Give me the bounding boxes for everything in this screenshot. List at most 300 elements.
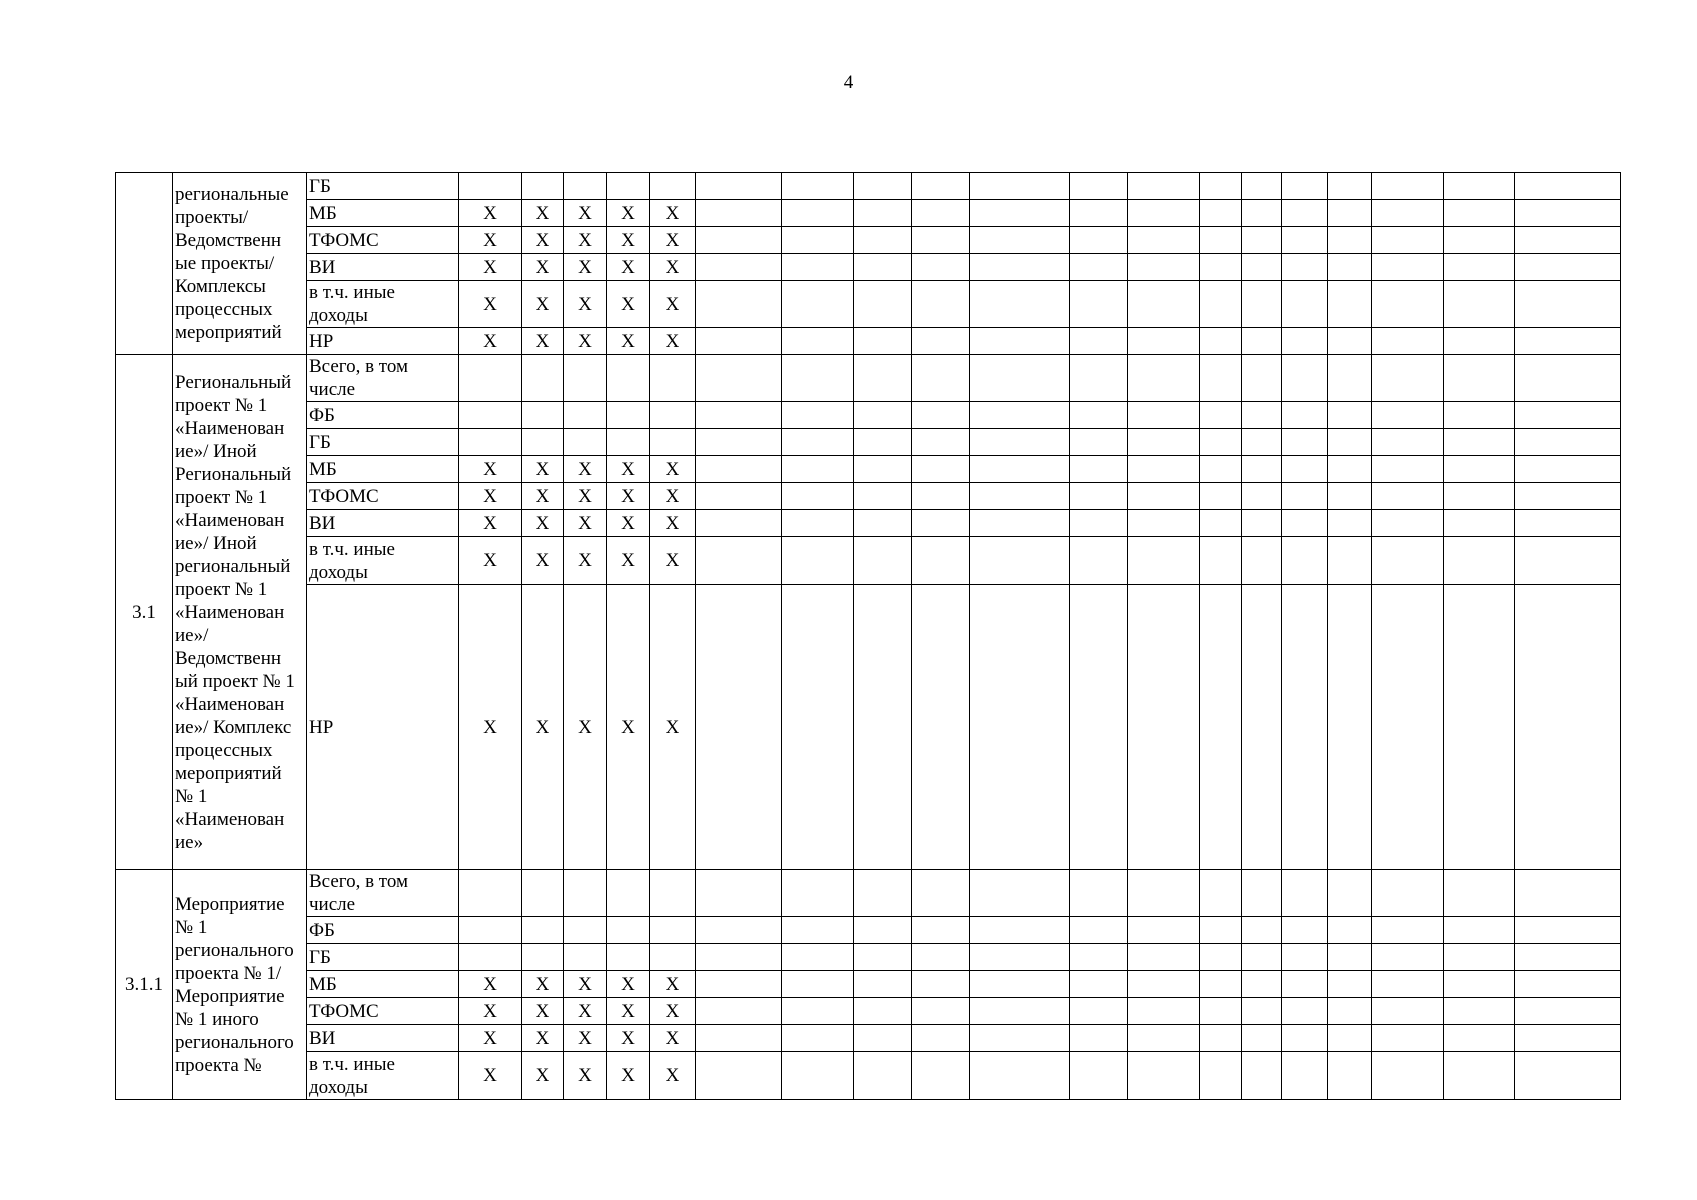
x-mark-cell: X — [459, 483, 522, 510]
empty-cell — [696, 355, 782, 402]
table-body — [116, 173, 1621, 1100]
empty-cell — [522, 944, 564, 971]
funding-source: ФБ — [307, 402, 459, 429]
x-mark-cell: X — [650, 328, 696, 355]
funding-source: МБ — [307, 971, 459, 998]
empty-cell — [1070, 402, 1128, 429]
empty-cell — [1444, 585, 1515, 870]
empty-cell — [854, 1052, 912, 1100]
empty-cell — [696, 1052, 782, 1100]
empty-cell — [1328, 328, 1372, 355]
empty-cell — [1328, 200, 1372, 227]
table-row — [116, 510, 1621, 537]
x-mark-cell: X — [459, 456, 522, 483]
empty-cell — [854, 355, 912, 402]
empty-cell — [1328, 254, 1372, 281]
empty-cell — [696, 402, 782, 429]
x-mark-cell: X — [564, 227, 607, 254]
empty-cell — [1372, 510, 1444, 537]
empty-cell — [1444, 173, 1515, 200]
empty-cell — [970, 585, 1070, 870]
empty-cell — [1515, 281, 1621, 328]
empty-cell — [650, 944, 696, 971]
empty-cell — [1372, 483, 1444, 510]
empty-cell — [1242, 944, 1282, 971]
empty-cell — [1242, 254, 1282, 281]
empty-cell — [912, 456, 970, 483]
empty-cell — [1515, 328, 1621, 355]
empty-cell — [1200, 971, 1242, 998]
x-mark-cell: X — [459, 254, 522, 281]
empty-cell — [696, 1025, 782, 1052]
x-mark-cell: X — [607, 456, 650, 483]
empty-cell — [459, 402, 522, 429]
empty-cell — [607, 355, 650, 402]
x-mark-cell: X — [650, 971, 696, 998]
empty-cell — [1328, 429, 1372, 456]
x-mark-cell: X — [607, 328, 650, 355]
empty-cell — [564, 402, 607, 429]
empty-cell — [1282, 870, 1328, 917]
empty-cell — [696, 456, 782, 483]
funding-source: в т.ч. иные доходы — [307, 1052, 459, 1100]
empty-cell — [1200, 944, 1242, 971]
empty-cell — [1282, 917, 1328, 944]
empty-cell — [1444, 456, 1515, 483]
x-mark-cell: X — [564, 537, 607, 585]
x-mark-cell: X — [459, 1025, 522, 1052]
empty-cell — [1328, 917, 1372, 944]
empty-cell — [1242, 429, 1282, 456]
empty-cell — [1444, 429, 1515, 456]
empty-cell — [854, 402, 912, 429]
empty-cell — [912, 585, 970, 870]
empty-cell — [1242, 870, 1282, 917]
empty-cell — [459, 173, 522, 200]
empty-cell — [1444, 537, 1515, 585]
x-mark-cell: X — [522, 483, 564, 510]
empty-cell — [1372, 281, 1444, 328]
funding-source: МБ — [307, 456, 459, 483]
empty-cell — [1515, 402, 1621, 429]
empty-cell — [1070, 870, 1128, 917]
funding-source: ТФОМС — [307, 998, 459, 1025]
empty-cell — [970, 483, 1070, 510]
empty-cell — [1515, 1052, 1621, 1100]
empty-cell — [970, 173, 1070, 200]
empty-cell — [1200, 281, 1242, 328]
empty-cell — [1200, 483, 1242, 510]
x-mark-cell: X — [607, 281, 650, 328]
empty-cell — [1128, 944, 1200, 971]
empty-cell — [1070, 537, 1128, 585]
x-mark-cell: X — [564, 510, 607, 537]
x-mark-cell: X — [522, 328, 564, 355]
empty-cell — [970, 328, 1070, 355]
empty-cell — [912, 402, 970, 429]
empty-cell — [782, 998, 854, 1025]
empty-cell — [782, 200, 854, 227]
x-mark-cell: X — [564, 998, 607, 1025]
x-mark-cell: X — [564, 1052, 607, 1100]
empty-cell — [912, 998, 970, 1025]
empty-cell — [1128, 998, 1200, 1025]
x-mark-cell: X — [459, 510, 522, 537]
table-row — [116, 998, 1621, 1025]
empty-cell — [696, 173, 782, 200]
empty-cell — [1128, 281, 1200, 328]
empty-cell — [782, 917, 854, 944]
table-row — [116, 429, 1621, 456]
x-mark-cell: X — [459, 585, 522, 870]
empty-cell — [1242, 998, 1282, 1025]
empty-cell — [1444, 200, 1515, 227]
x-mark-cell: X — [607, 585, 650, 870]
x-mark-cell: X — [650, 456, 696, 483]
x-mark-cell: X — [650, 227, 696, 254]
empty-cell — [1444, 254, 1515, 281]
empty-cell — [854, 998, 912, 1025]
funding-source: НР — [307, 328, 459, 355]
x-mark-cell: X — [607, 254, 650, 281]
empty-cell — [854, 456, 912, 483]
empty-cell — [1515, 355, 1621, 402]
empty-cell — [1282, 328, 1328, 355]
x-mark-cell: X — [607, 537, 650, 585]
x-mark-cell: X — [459, 281, 522, 328]
empty-cell — [1070, 456, 1128, 483]
empty-cell — [607, 402, 650, 429]
funding-source: ФБ — [307, 917, 459, 944]
empty-cell — [1372, 429, 1444, 456]
table-row — [116, 173, 1621, 200]
empty-cell — [854, 1025, 912, 1052]
empty-cell — [564, 355, 607, 402]
empty-cell — [854, 585, 912, 870]
table-row — [116, 456, 1621, 483]
empty-cell — [970, 1025, 1070, 1052]
empty-cell — [970, 971, 1070, 998]
project-name: региональные проекты/ Ведомственн ые проекты/ Комплексы процессных мероприятий — [173, 173, 307, 355]
project-name: Региональный проект № 1 «Наименован ие»/ Иной Региональный проект № 1 «Наименован ие»/ Иной региональный проект № 1 «Наименован ие»/ Ведомственн ый проект № 1 «Наименован ие»/ Комплекс процессных мероприятий № 1 «Наименован ие» — [173, 355, 307, 870]
empty-cell — [1372, 537, 1444, 585]
empty-cell — [522, 355, 564, 402]
empty-cell — [970, 281, 1070, 328]
empty-cell — [650, 917, 696, 944]
empty-cell — [1515, 510, 1621, 537]
empty-cell — [696, 254, 782, 281]
table-row — [116, 944, 1621, 971]
x-mark-cell: X — [650, 1025, 696, 1052]
empty-cell — [1070, 1052, 1128, 1100]
empty-cell — [1282, 227, 1328, 254]
empty-cell — [1444, 483, 1515, 510]
empty-cell — [1282, 944, 1328, 971]
empty-cell — [1242, 328, 1282, 355]
empty-cell — [1372, 200, 1444, 227]
empty-cell — [1372, 355, 1444, 402]
funding-source: ВИ — [307, 1025, 459, 1052]
empty-cell — [1282, 585, 1328, 870]
empty-cell — [522, 429, 564, 456]
empty-cell — [970, 998, 1070, 1025]
empty-cell — [1282, 200, 1328, 227]
empty-cell — [1070, 917, 1128, 944]
empty-cell — [1242, 1052, 1282, 1100]
empty-cell — [912, 281, 970, 328]
funding-source: НР — [307, 585, 459, 870]
empty-cell — [696, 483, 782, 510]
empty-cell — [1328, 281, 1372, 328]
empty-cell — [1242, 917, 1282, 944]
empty-cell — [1242, 585, 1282, 870]
x-mark-cell: X — [564, 1025, 607, 1052]
empty-cell — [1328, 456, 1372, 483]
empty-cell — [1128, 510, 1200, 537]
empty-cell — [522, 870, 564, 917]
empty-cell — [1372, 402, 1444, 429]
x-mark-cell: X — [459, 998, 522, 1025]
table-row — [116, 355, 1621, 402]
empty-cell — [1515, 173, 1621, 200]
empty-cell — [912, 483, 970, 510]
empty-cell — [1515, 227, 1621, 254]
empty-cell — [459, 355, 522, 402]
empty-cell — [1444, 328, 1515, 355]
empty-cell — [912, 537, 970, 585]
empty-cell — [782, 510, 854, 537]
empty-cell — [1070, 483, 1128, 510]
empty-cell — [970, 227, 1070, 254]
empty-cell — [1444, 998, 1515, 1025]
x-mark-cell: X — [607, 510, 650, 537]
empty-cell — [1444, 917, 1515, 944]
empty-cell — [970, 402, 1070, 429]
empty-cell — [564, 917, 607, 944]
empty-cell — [1372, 585, 1444, 870]
empty-cell — [970, 200, 1070, 227]
x-mark-cell: X — [607, 998, 650, 1025]
empty-cell — [696, 510, 782, 537]
empty-cell — [522, 917, 564, 944]
empty-cell — [854, 971, 912, 998]
empty-cell — [782, 971, 854, 998]
empty-cell — [1200, 870, 1242, 917]
empty-cell — [1282, 281, 1328, 328]
empty-cell — [854, 429, 912, 456]
empty-cell — [1328, 173, 1372, 200]
empty-cell — [1200, 173, 1242, 200]
empty-cell — [1444, 944, 1515, 971]
x-mark-cell: X — [459, 200, 522, 227]
empty-cell — [1200, 998, 1242, 1025]
empty-cell — [1200, 328, 1242, 355]
empty-cell — [912, 510, 970, 537]
empty-cell — [1282, 429, 1328, 456]
empty-cell — [1328, 355, 1372, 402]
empty-cell — [1328, 998, 1372, 1025]
table-row — [116, 200, 1621, 227]
empty-cell — [1070, 998, 1128, 1025]
empty-cell — [1282, 971, 1328, 998]
empty-cell — [1128, 483, 1200, 510]
empty-cell — [1282, 402, 1328, 429]
empty-cell — [650, 173, 696, 200]
empty-cell — [1515, 998, 1621, 1025]
empty-cell — [1515, 917, 1621, 944]
empty-cell — [782, 944, 854, 971]
funding-source: МБ — [307, 200, 459, 227]
x-mark-cell: X — [522, 1025, 564, 1052]
empty-cell — [1328, 402, 1372, 429]
empty-cell — [564, 944, 607, 971]
empty-cell — [970, 537, 1070, 585]
empty-cell — [970, 355, 1070, 402]
x-mark-cell: X — [650, 483, 696, 510]
empty-cell — [607, 917, 650, 944]
x-mark-cell: X — [522, 456, 564, 483]
empty-cell — [1200, 429, 1242, 456]
x-mark-cell: X — [650, 585, 696, 870]
x-mark-cell: X — [459, 328, 522, 355]
x-mark-cell: X — [459, 227, 522, 254]
empty-cell — [782, 281, 854, 328]
empty-cell — [1128, 1052, 1200, 1100]
x-mark-cell: X — [607, 227, 650, 254]
empty-cell — [1242, 281, 1282, 328]
empty-cell — [696, 227, 782, 254]
empty-cell — [1515, 483, 1621, 510]
x-mark-cell: X — [459, 537, 522, 585]
row-number: 3.1 — [116, 355, 173, 870]
x-mark-cell: X — [564, 200, 607, 227]
x-mark-cell: X — [459, 971, 522, 998]
empty-cell — [1372, 1052, 1444, 1100]
x-mark-cell: X — [564, 281, 607, 328]
empty-cell — [1200, 254, 1242, 281]
empty-cell — [970, 870, 1070, 917]
table-row — [116, 537, 1621, 585]
empty-cell — [1328, 944, 1372, 971]
empty-cell — [782, 1025, 854, 1052]
x-mark-cell: X — [650, 510, 696, 537]
empty-cell — [696, 200, 782, 227]
funding-source: ГБ — [307, 173, 459, 200]
empty-cell — [1200, 510, 1242, 537]
empty-cell — [1328, 1052, 1372, 1100]
empty-cell — [1372, 173, 1444, 200]
empty-cell — [1372, 944, 1444, 971]
empty-cell — [1444, 227, 1515, 254]
empty-cell — [1128, 585, 1200, 870]
x-mark-cell: X — [650, 998, 696, 1025]
empty-cell — [1200, 456, 1242, 483]
empty-cell — [1372, 456, 1444, 483]
x-mark-cell: X — [522, 227, 564, 254]
table-row — [116, 402, 1621, 429]
empty-cell — [1328, 1025, 1372, 1052]
page-number: 4 — [843, 72, 854, 93]
x-mark-cell: X — [607, 200, 650, 227]
empty-cell — [1444, 281, 1515, 328]
empty-cell — [1515, 429, 1621, 456]
empty-cell — [782, 483, 854, 510]
empty-cell — [1200, 537, 1242, 585]
empty-cell — [912, 1025, 970, 1052]
empty-cell — [564, 429, 607, 456]
budget-table — [115, 172, 1621, 1100]
empty-cell — [1282, 537, 1328, 585]
empty-cell — [564, 870, 607, 917]
empty-cell — [854, 537, 912, 585]
empty-cell — [1444, 1052, 1515, 1100]
empty-cell — [1328, 971, 1372, 998]
empty-cell — [1515, 254, 1621, 281]
x-mark-cell: X — [522, 971, 564, 998]
empty-cell — [1515, 585, 1621, 870]
empty-cell — [1128, 227, 1200, 254]
empty-cell — [1070, 585, 1128, 870]
row-number: 3.1.1 — [116, 870, 173, 1100]
x-mark-cell: X — [607, 1025, 650, 1052]
empty-cell — [1070, 254, 1128, 281]
empty-cell — [1282, 355, 1328, 402]
empty-cell — [854, 227, 912, 254]
empty-cell — [854, 173, 912, 200]
funding-source: в т.ч. иные доходы — [307, 537, 459, 585]
empty-cell — [854, 917, 912, 944]
empty-cell — [1070, 1025, 1128, 1052]
empty-cell — [1128, 537, 1200, 585]
empty-cell — [912, 328, 970, 355]
empty-cell — [1515, 200, 1621, 227]
empty-cell — [1515, 971, 1621, 998]
x-mark-cell: X — [522, 998, 564, 1025]
empty-cell — [912, 429, 970, 456]
empty-cell — [607, 173, 650, 200]
empty-cell — [1128, 870, 1200, 917]
empty-cell — [1515, 944, 1621, 971]
empty-cell — [650, 429, 696, 456]
empty-cell — [782, 173, 854, 200]
empty-cell — [970, 429, 1070, 456]
empty-cell — [1070, 173, 1128, 200]
empty-cell — [1200, 200, 1242, 227]
empty-cell — [1444, 971, 1515, 998]
x-mark-cell: X — [459, 1052, 522, 1100]
empty-cell — [696, 998, 782, 1025]
empty-cell — [912, 173, 970, 200]
empty-cell — [970, 254, 1070, 281]
empty-cell — [1282, 173, 1328, 200]
empty-cell — [696, 585, 782, 870]
empty-cell — [1242, 200, 1282, 227]
funding-source: в т.ч. иные доходы — [307, 281, 459, 328]
table-row — [116, 971, 1621, 998]
empty-cell — [696, 281, 782, 328]
empty-cell — [782, 537, 854, 585]
empty-cell — [696, 870, 782, 917]
x-mark-cell: X — [650, 200, 696, 227]
empty-cell — [1128, 1025, 1200, 1052]
empty-cell — [696, 944, 782, 971]
empty-cell — [1070, 200, 1128, 227]
empty-cell — [650, 870, 696, 917]
empty-cell — [1070, 355, 1128, 402]
empty-cell — [782, 585, 854, 870]
x-mark-cell: X — [564, 483, 607, 510]
x-mark-cell: X — [522, 585, 564, 870]
